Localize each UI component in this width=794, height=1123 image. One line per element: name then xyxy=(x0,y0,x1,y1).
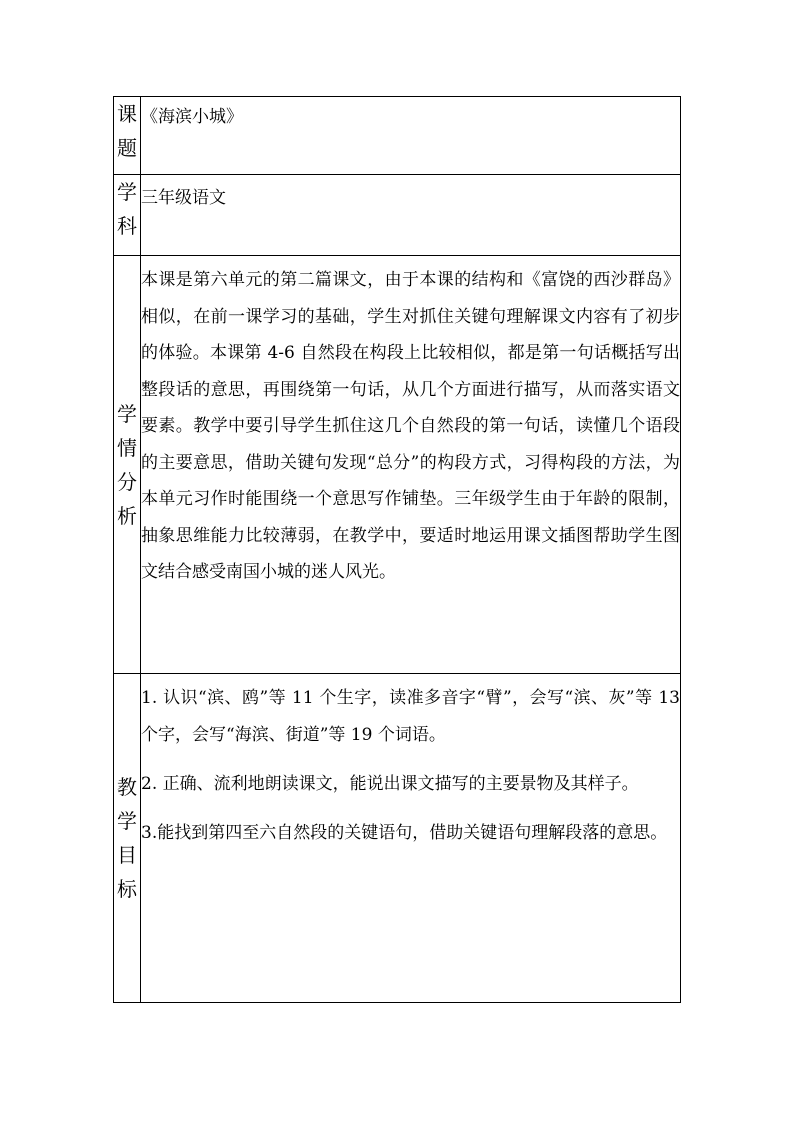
analysis-label-char: 情 xyxy=(117,435,137,460)
title-label-char: 课 xyxy=(117,102,137,126)
title-label-cell xyxy=(114,97,141,175)
goals-text-cell xyxy=(141,674,681,1003)
subject-value-cell xyxy=(141,175,681,256)
analysis-label-cell xyxy=(114,256,141,674)
analysis-label-char: 分 xyxy=(117,469,137,494)
goals-label-char: 学 xyxy=(117,809,137,833)
analysis-text-cell xyxy=(141,256,681,674)
goals-row xyxy=(114,674,681,1003)
analysis-label-char: 析 xyxy=(117,503,137,528)
subject-label-char: 学 xyxy=(117,180,137,204)
goals-label-char: 教 xyxy=(117,775,137,799)
subject-value: 三年级语文 xyxy=(141,188,226,208)
goal-item: 3.能找到第四至六自然段的关键语句，借助关键语句理解段落的意思。 xyxy=(141,823,668,843)
subject-label-char: 科 xyxy=(117,214,137,238)
analysis-label-char: 学 xyxy=(117,401,137,426)
title-row xyxy=(114,97,681,175)
analysis-paragraph: 本课是第六单元的第二篇课文，由于本课的结构和《富饶的西沙群岛》相似，在前一课学习的基础，学生对抓住关键句理解课文内容有了初步的体验。本课第 4-6 自然段在构段上比较相似，都是第一句话概括写出整段话的意思，再围绕第一句话，从几个方面进行描写，从而落实语文要素。教学中要引导学生抓住这几个自然段的第一句话，读懂几个语段的主要意思，借助关键句发现“总分”的构段方式，习得构段的方法，为本单元习作时能围绕一个意思写作铺垫。三年级学生由于年龄的限制，抽象思维能力比较薄弱，在教学中，要适时地运用课文插图帮助学生图文结合感受南国小城的迷人风光。 xyxy=(141,270,680,582)
goals-label-cell xyxy=(114,674,141,1003)
lesson-plan-table xyxy=(113,96,681,1003)
goals-label-char: 标 xyxy=(117,877,137,901)
analysis-row xyxy=(114,256,681,674)
goals-label-char: 目 xyxy=(117,843,137,867)
title-label-char: 题 xyxy=(117,136,137,160)
goal-item: 2. 正确、流利地朗读课文，能说出课文描写的主要景物及其样子。 xyxy=(141,774,639,794)
lesson-title: 《海滨小城》 xyxy=(141,107,243,127)
subject-row xyxy=(114,175,681,256)
subject-label-cell xyxy=(114,175,141,256)
goal-item: 1. 认识“滨、鸥”等 11 个生字，读准多音字“臂”，会写“滨、灰”等 13 个字，会写“海滨、街道”等 19 个词语。 xyxy=(141,688,680,745)
title-value-cell xyxy=(141,97,681,175)
